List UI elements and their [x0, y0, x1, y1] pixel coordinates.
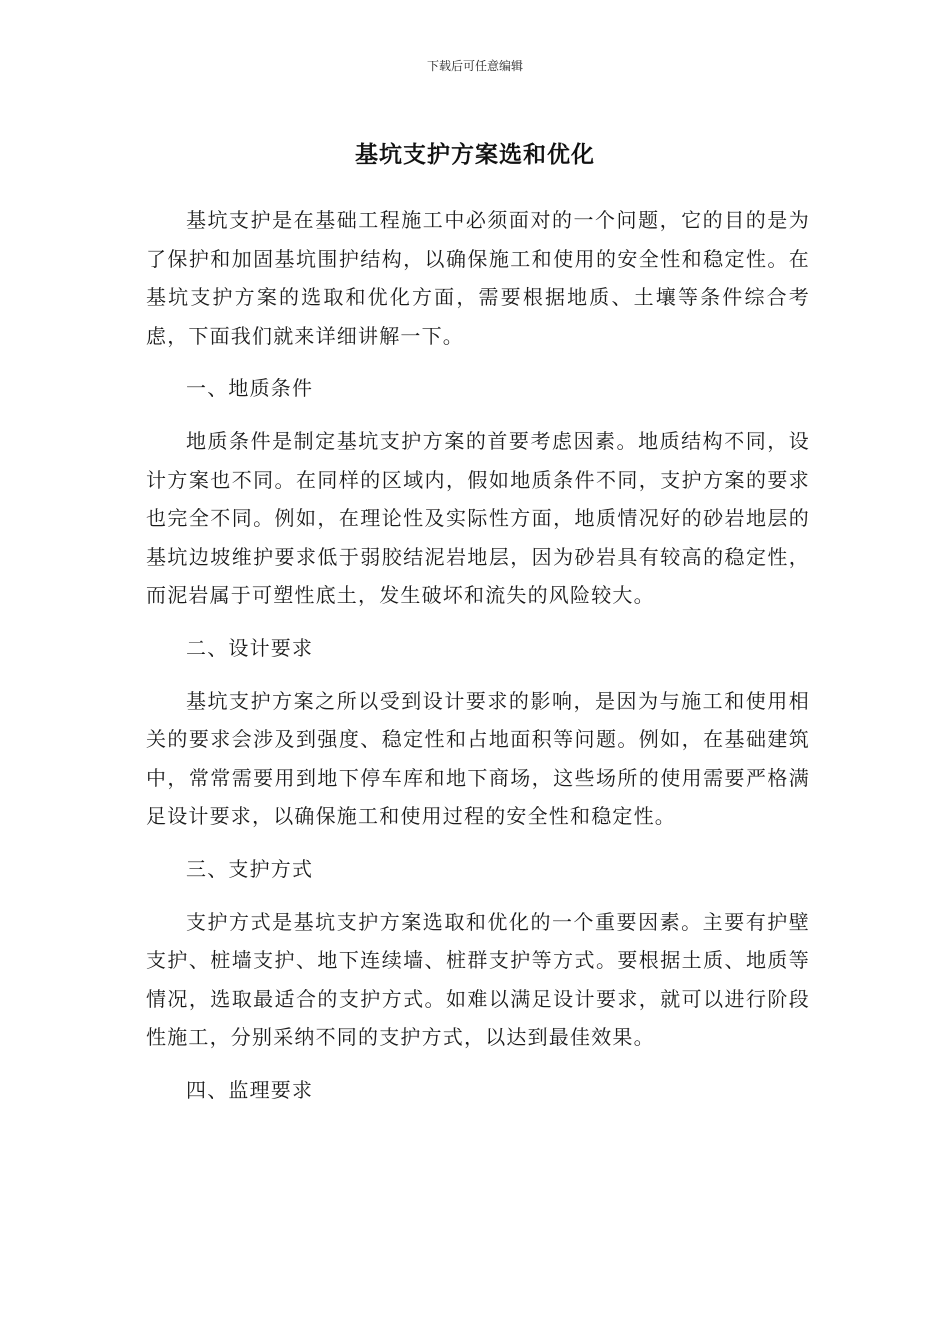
- section-paragraph-support: 支护方式是基坑支护方案选取和优化的一个重要因素。主要有护壁支护、桩墙支护、地下连续墙、桩群支护等方式。要根据土质、地质等情况，选取最适合的支护方式。如难以满足设计要求，就可以进行阶段性施工，分别采纳不同的支护方式，以达到最佳效果。: [146, 909, 810, 1050]
- header-note: 下载后可任意编辑: [426, 59, 523, 73]
- document-body: [146, 201, 810, 1123]
- section-heading-design: 二、设计要求: [186, 635, 314, 660]
- section-paragraph-geology: 地质条件是制定基坑支护方案的首要考虑因素。地质结构不同，设计方案也不同。在同样的区域内，假如地质条件不同，支护方案的要求也完全不同。例如，在理论性及实际性方面，地质情况好的砂岩地层的基坑边坡维护要求低于弱胶结泥岩地层，因为砂岩具有较高的稳定性，而泥岩属于可塑性底土，发生破坏和流失的风险较大。: [146, 428, 810, 608]
- document-title: 基坑支护方案选和优化: [355, 142, 595, 168]
- intro-paragraph: 基坑支护是在基础工程施工中必须面对的一个问题，它的目的是为了保护和加固基坑围护结构，以确保施工和使用的安全性和稳定性。在基坑支护方案的选取和优化方面，需要根据地质、土壤等条件综合考虑，下面我们就来详细讲解一下。: [146, 208, 810, 348]
- section-paragraph-design: 基坑支护方案之所以受到设计要求的影响，是因为与施工和使用相关的要求会涉及到强度、稳定性和占地面积等问题。例如，在基础建筑中，常常需要用到地下停车库和地下商场，这些场所的使用需要严格满足设计要求，以确保施工和使用过程的安全性和稳定性。: [146, 688, 810, 829]
- section-heading-supervision: 四、监理要求: [186, 1077, 314, 1102]
- section-heading-support: 三、支护方式: [186, 856, 314, 881]
- section-heading-geology: 一、地质条件: [186, 376, 314, 401]
